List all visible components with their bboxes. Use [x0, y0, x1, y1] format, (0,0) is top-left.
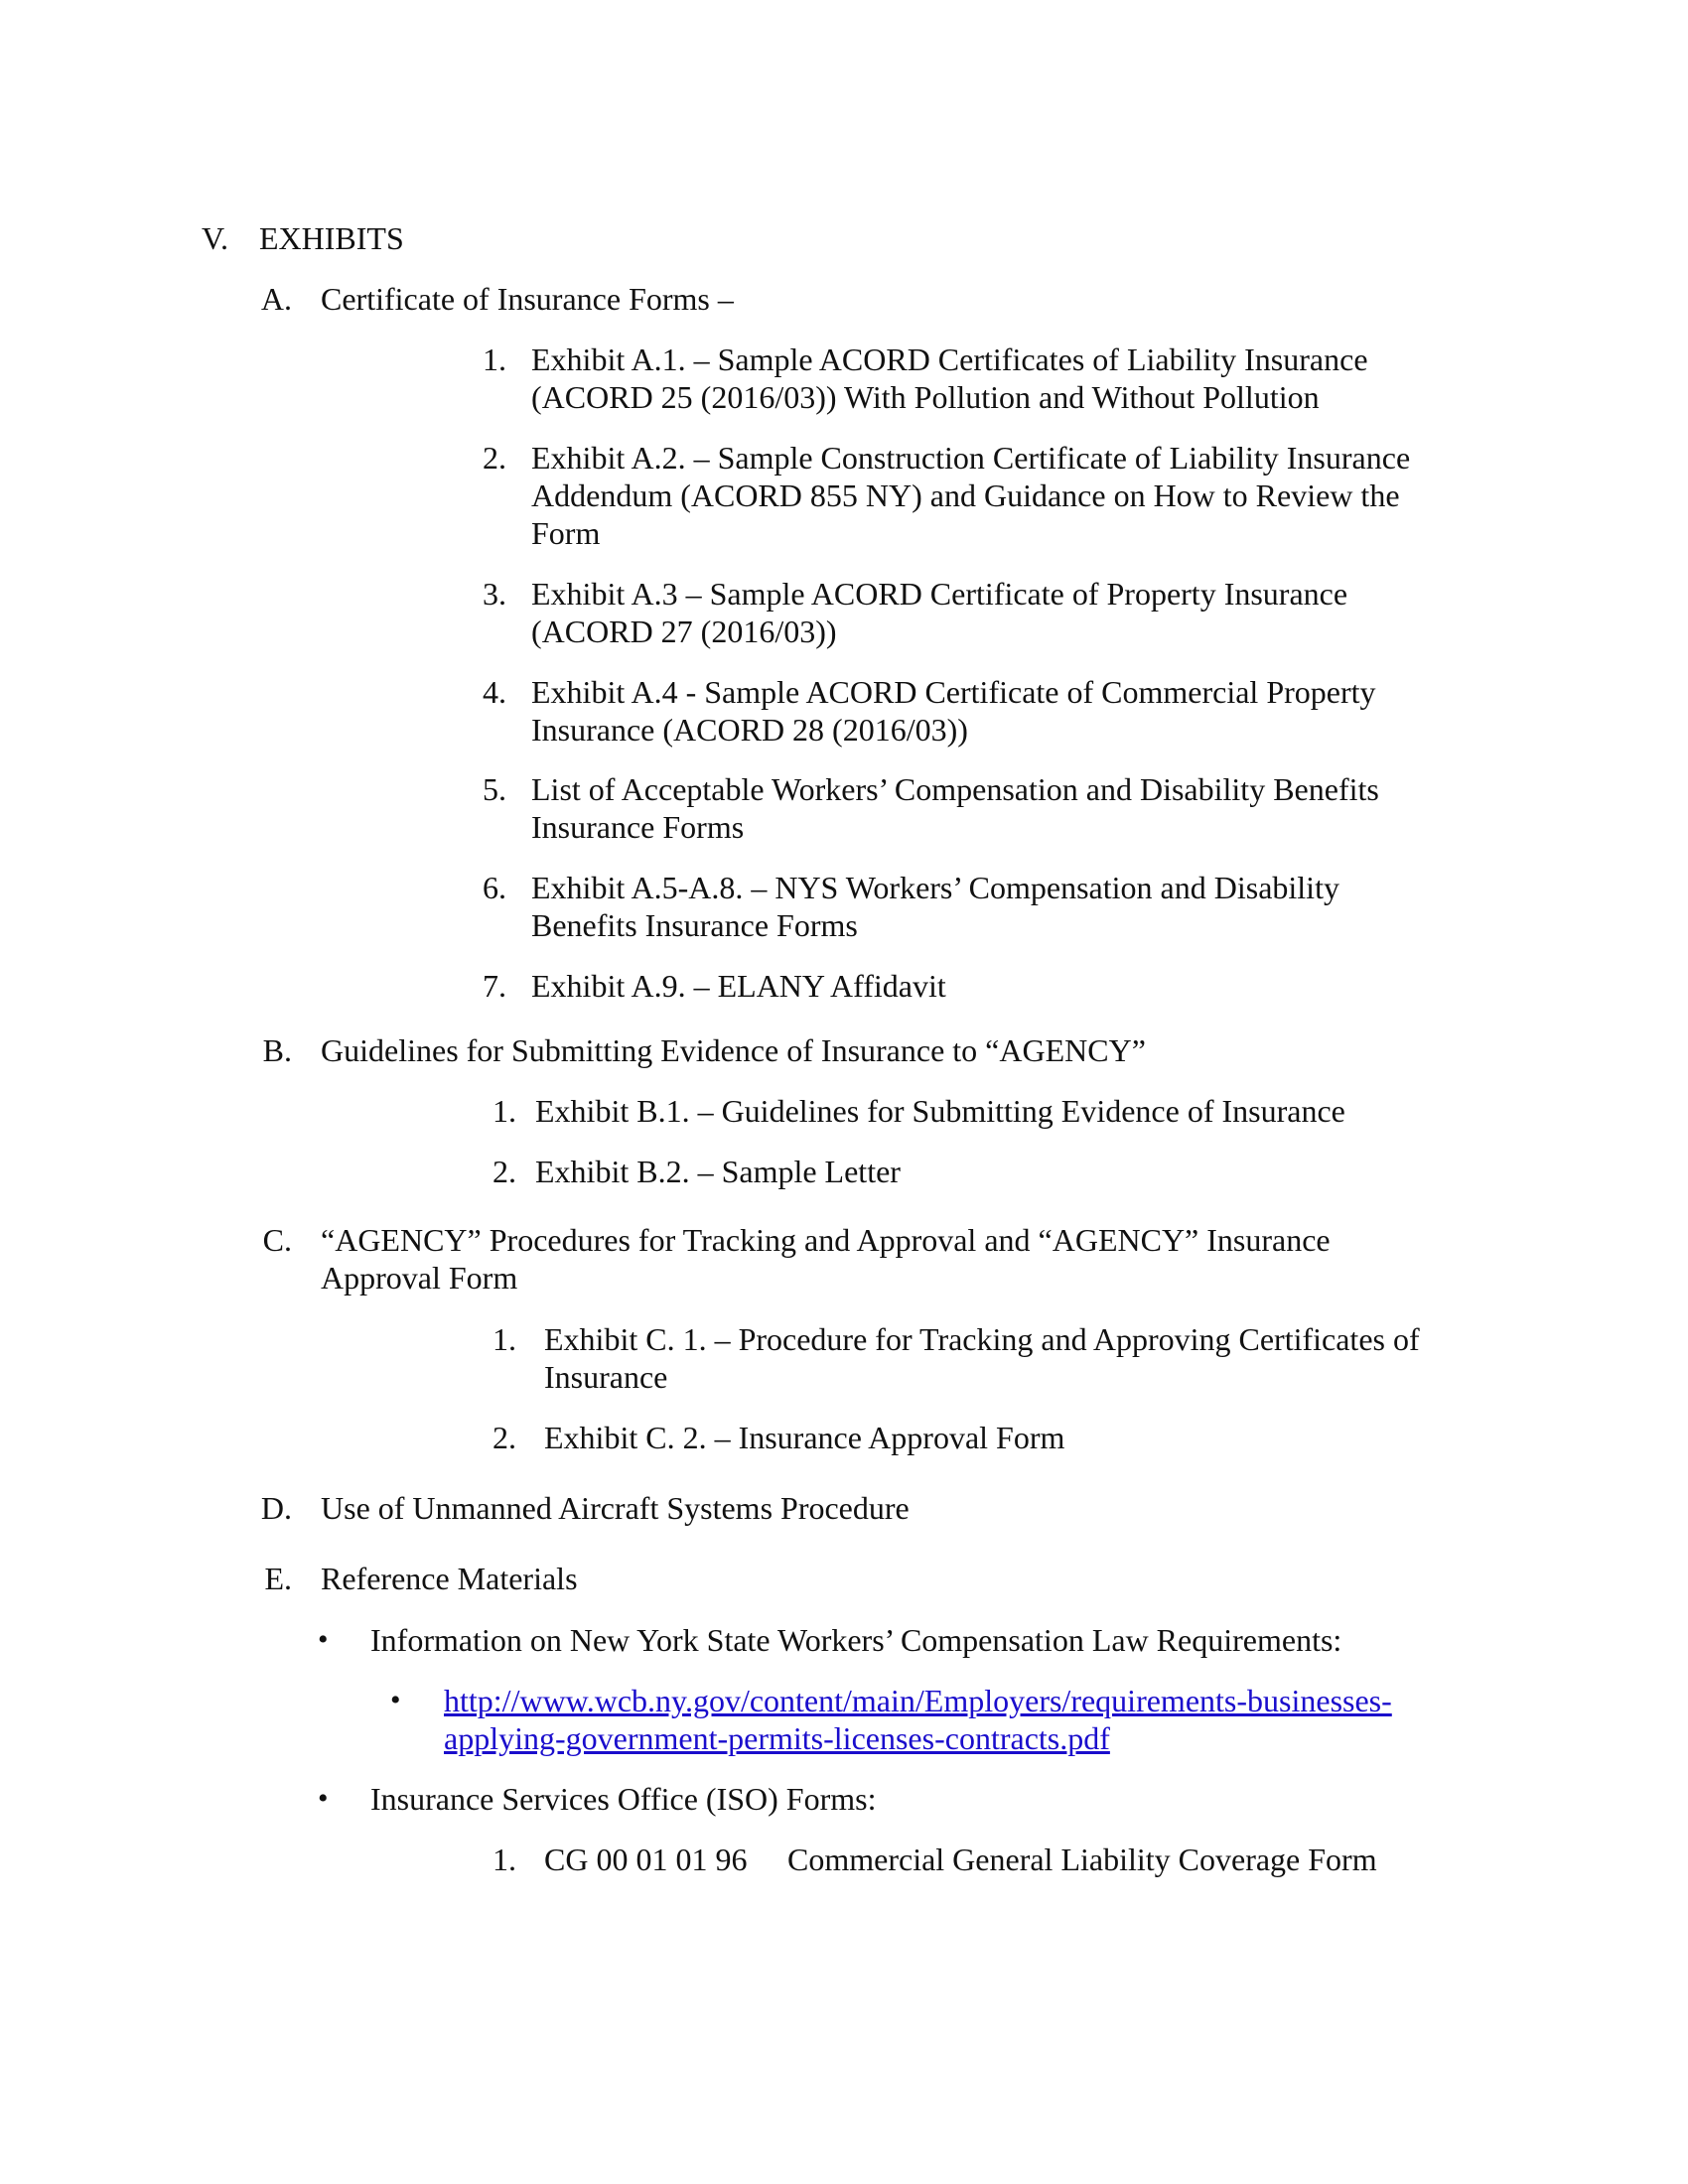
item-text: Insurance [544, 1359, 668, 1395]
heading-c-title: Approval Form [321, 1260, 518, 1296]
item-text: (ACORD 25 (2016/03)) With Pollution and Without Pollution [531, 379, 1320, 415]
heading-e-label: E. [264, 1561, 292, 1596]
bullet-icon: • [318, 1623, 329, 1656]
item-number: 5. [483, 771, 506, 807]
heading-c-label: C. [262, 1222, 292, 1258]
heading-a-title: Certificate of Insurance Forms – [321, 281, 734, 317]
item-text: Exhibit A.2. – Sample Construction Certificate of Liability Insurance [531, 440, 1411, 476]
item-text: Exhibit B.2. – Sample Letter [535, 1154, 901, 1189]
item-text: Insurance Forms [531, 809, 745, 845]
item-text: Exhibit C. 2. – Insurance Approval Form [544, 1420, 1065, 1455]
item-text: Exhibit A.3 – Sample ACORD Certificate of Property Insurance [531, 576, 1348, 612]
item-number: 6. [483, 870, 506, 905]
heading-e-title: Reference Materials [321, 1561, 578, 1596]
section-numeral: V. [202, 220, 228, 256]
item-text: Insurance (ACORD 28 (2016/03)) [531, 712, 968, 748]
form-title: Commercial General Liability Coverage Form [787, 1842, 1377, 1877]
item-number: 2. [492, 1154, 516, 1189]
reference-link[interactable]: http://www.wcb.ny.gov/content/main/Employers/requirements-businesses- [444, 1683, 1392, 1718]
heading-a-label: A. [260, 281, 292, 317]
heading-b-title: Guidelines for Submitting Evidence of Insurance to “AGENCY” [321, 1032, 1146, 1068]
item-number: 2. [492, 1420, 516, 1455]
heading-c-title: “AGENCY” Procedures for Tracking and Approval and “AGENCY” Insurance [321, 1222, 1331, 1258]
item-number: 1. [492, 1093, 516, 1129]
item-text: List of Acceptable Workers’ Compensation and Disability Benefits [531, 771, 1379, 807]
heading-b-label: B. [262, 1032, 292, 1068]
bullet-text: Information on New York State Workers’ Compensation Law Requirements: [370, 1622, 1342, 1658]
item-text: Exhibit A.5-A.8. – NYS Workers’ Compensation and Disability [531, 870, 1339, 905]
item-text: Exhibit A.9. – ELANY Affidavit [531, 968, 946, 1004]
bullet-text: Insurance Services Office (ISO) Forms: [370, 1781, 877, 1817]
heading-d-title: Use of Unmanned Aircraft Systems Procedure [321, 1490, 910, 1526]
item-text: (ACORD 27 (2016/03)) [531, 614, 837, 649]
item-number: 2. [483, 440, 506, 476]
item-number: 1. [492, 1842, 516, 1877]
reference-link[interactable]: applying-government-permits-licenses-contracts.pdf [444, 1720, 1110, 1756]
item-text: Addendum (ACORD 855 NY) and Guidance on How to Review the [531, 478, 1400, 513]
item-text: Exhibit A.4 - Sample ACORD Certificate of Commercial Property [531, 674, 1376, 710]
form-code: CG 00 01 01 96 [544, 1842, 748, 1877]
bullet-icon: • [390, 1684, 401, 1716]
item-text: Exhibit B.1. – Guidelines for Submitting Evidence of Insurance [535, 1093, 1345, 1129]
item-text: Form [531, 515, 601, 551]
item-number: 3. [483, 576, 506, 612]
item-text: Exhibit A.1. – Sample ACORD Certificates of Liability Insurance [531, 341, 1368, 377]
item-text: Exhibit C. 1. – Procedure for Tracking and Approving Certificates of [544, 1321, 1420, 1357]
item-number: 7. [483, 968, 506, 1004]
section-title: EXHIBITS [259, 220, 404, 256]
item-number: 4. [483, 674, 506, 710]
item-text: Benefits Insurance Forms [531, 907, 858, 943]
heading-d-label: D. [260, 1490, 292, 1526]
bullet-icon: • [318, 1782, 329, 1815]
item-number: 1. [483, 341, 506, 377]
item-number: 1. [492, 1321, 516, 1357]
